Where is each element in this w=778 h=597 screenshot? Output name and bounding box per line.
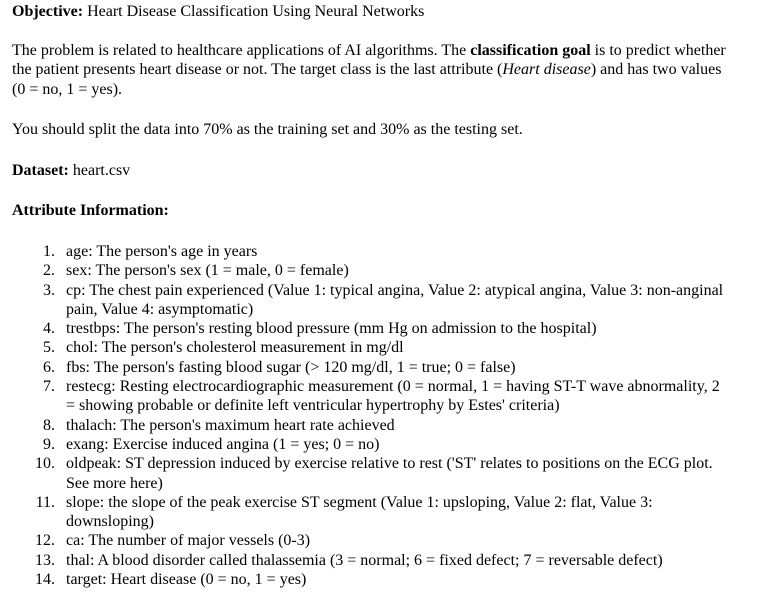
attribute-item xyxy=(12,551,730,570)
attribute-number: 13. xyxy=(35,551,55,569)
attribute-number: 8. xyxy=(43,416,55,434)
attribute-text: exang: Exercise induced angina (1 = yes; 0 = no) xyxy=(66,435,380,453)
dataset-line xyxy=(12,161,130,180)
split-paragraph: You should split the data into 70% as the training set and 30% as the testing set. xyxy=(12,121,523,138)
attribute-number: 3. xyxy=(43,281,55,299)
attribute-number: 12. xyxy=(35,532,55,550)
attribute-item xyxy=(12,242,730,261)
problem-paragraph xyxy=(12,41,738,99)
attribute-text: slope: the slope of the peak exercise ST segment (Value 1: upsloping, Value 2: flat, Value 3: downsloping) xyxy=(66,493,653,531)
problem-text-2: is to predict whether the patient presents heart disease or not. The target class is the last attribute ( xyxy=(12,42,726,79)
attribute-number: 11. xyxy=(35,493,55,511)
attribute-text: trestbps: The person's resting blood pressure (mm Hg on admission to the hospital) xyxy=(66,320,597,338)
attribute-item xyxy=(12,319,730,338)
attribute-item xyxy=(12,570,730,589)
attribute-item xyxy=(12,358,730,377)
problem-text-1: The problem is related to healthcare applications of AI algorithms. The xyxy=(12,42,471,59)
attribute-item xyxy=(12,435,730,454)
attribute-item xyxy=(12,416,730,435)
attribute-text: age: The person's age in years xyxy=(66,243,258,260)
attribute-item xyxy=(12,493,730,532)
attribute-text: oldpeak: ST depression induced by exercise relative to rest ('ST' relates to positions on the ECG plot. See more here) xyxy=(66,455,713,492)
classification-goal-term: classification goal xyxy=(470,42,591,59)
attribute-item xyxy=(12,281,730,320)
attribute-number: 2. xyxy=(43,262,55,280)
attribute-text: target: Heart disease (0 = no, 1 = yes) xyxy=(66,571,307,589)
attribute-text: restecg: Resting electrocardiographic measurement (0 = normal, 1 = having ST-T wave abnormality, 2 = showing probable or definite left ventricular hypertrophy by Estes' criteria) xyxy=(66,378,720,415)
attribute-item xyxy=(12,377,730,416)
attribute-number: 4. xyxy=(43,320,55,338)
attribute-number: 7. xyxy=(43,378,55,396)
attribute-number: 10. xyxy=(35,455,55,473)
attribute-text: ca: The number of major vessels (0-3) xyxy=(66,532,311,550)
attribute-item xyxy=(12,454,730,493)
attribute-text: fbs: The person's fasting blood sugar (> 120 mg/dl, 1 = true; 0 = false) xyxy=(66,358,516,376)
attribute-number: 1. xyxy=(43,243,55,260)
objective-line xyxy=(12,2,758,21)
attribute-number: 9. xyxy=(43,435,55,453)
objective-label: Objective: xyxy=(12,3,84,20)
problem-text-3: ) and has two values (0 = no, 1 = yes). xyxy=(12,61,722,98)
dataset-label: Dataset: xyxy=(12,162,69,179)
target-class-name: Heart disease xyxy=(502,61,591,79)
attribute-text: sex: The person's sex (1 = male, 0 = female) xyxy=(66,262,349,280)
attribute-number: 14. xyxy=(35,571,55,589)
attribute-list xyxy=(12,242,730,589)
attribute-number: 5. xyxy=(43,339,55,357)
dataset-filename: heart.csv xyxy=(68,162,131,179)
attribute-item xyxy=(12,261,730,280)
attribute-text: thal: A blood disorder called thalassemia (3 = normal; 6 = fixed defect; 7 = reversable defect) xyxy=(66,551,663,569)
attribute-text: chol: The person's cholesterol measurement in mg/dl xyxy=(66,339,404,357)
attribute-info-heading: Attribute Information: xyxy=(12,202,169,219)
attribute-text: thalach: The person's maximum heart rate achieved xyxy=(66,416,395,434)
attribute-number: 6. xyxy=(43,358,55,376)
attribute-item xyxy=(12,531,730,550)
attribute-text: cp: The chest pain experienced (Value 1: typical angina, Value 2: atypical angina, Value 3: non-anginal pain, Value 4: asymptomatic) xyxy=(66,281,724,318)
attribute-item xyxy=(12,338,730,357)
objective-text: Heart Disease Classification Using Neural Networks xyxy=(83,3,425,20)
